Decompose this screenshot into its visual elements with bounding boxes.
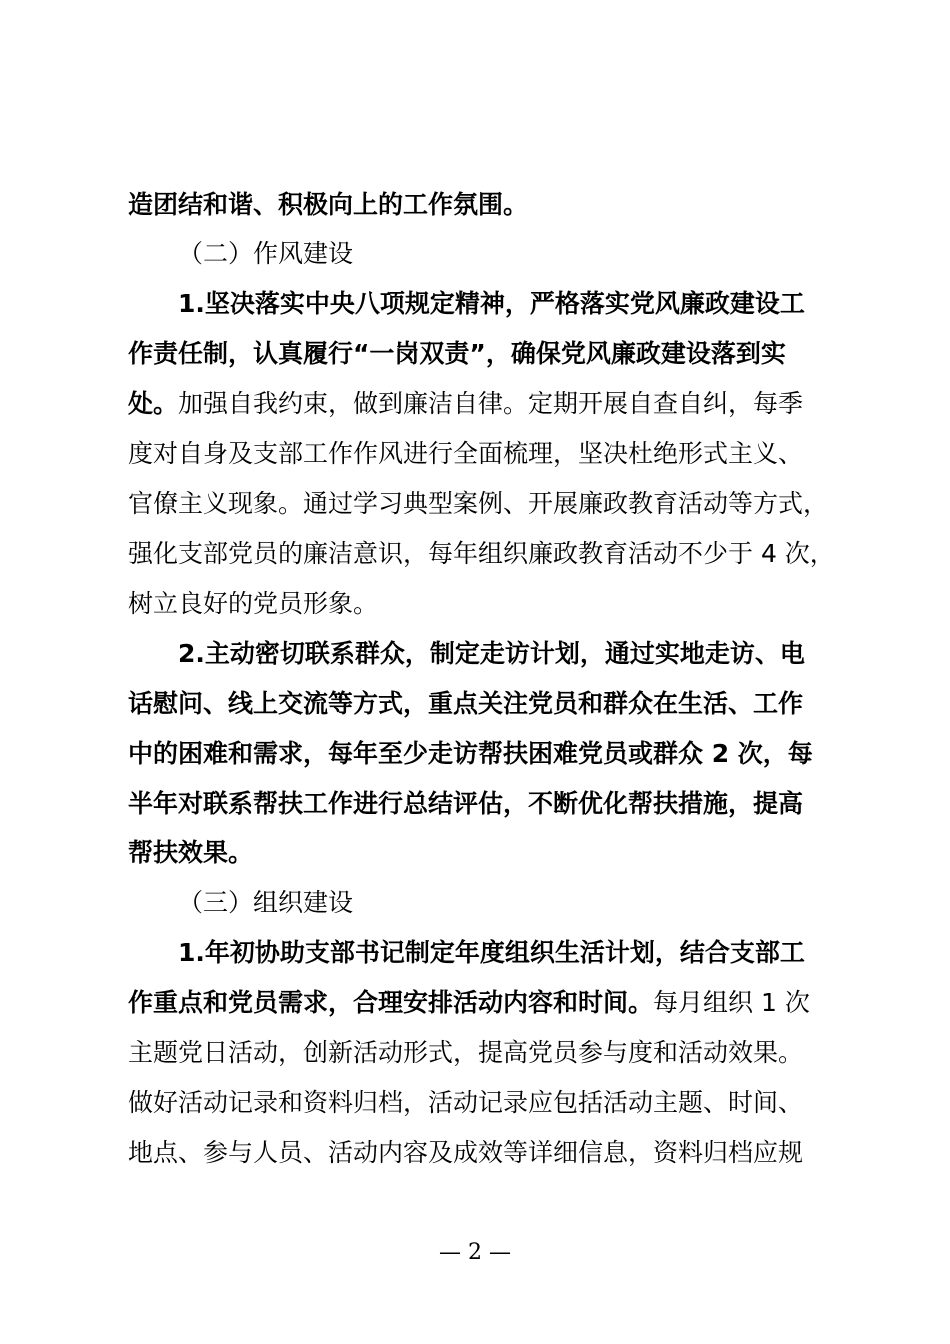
text-line bbox=[128, 438, 803, 470]
text-segment: 作重点和党员需求，合理安排活动内容和时间。 bbox=[128, 988, 654, 1017]
text-segment: 处。 bbox=[128, 389, 179, 418]
text-segment: 帮扶效果。 bbox=[128, 838, 254, 867]
text-line bbox=[128, 1137, 803, 1169]
text-line bbox=[128, 788, 803, 820]
text-line bbox=[128, 488, 828, 520]
section-heading bbox=[178, 238, 353, 270]
text-segment: 造团结和谐、积极向上的工作氛围。 bbox=[128, 190, 529, 219]
text-segment: 做好活动记录和资料归档，活动记录应包括活动主题、时间、 bbox=[128, 1088, 804, 1117]
text-segment: 地点、参与人员、活动内容及成效等详细信息，资料归档应规 bbox=[128, 1138, 804, 1167]
text-segment: 话慰问、线上交流等方式，重点关注党员和群众在生活、工作 bbox=[128, 689, 804, 718]
text-line bbox=[178, 288, 805, 320]
text-line bbox=[128, 688, 803, 720]
text-segment: 度对自身及支部工作作风进行全面梳理，坚决杜绝形式主义、 bbox=[128, 439, 804, 468]
text-line bbox=[128, 338, 786, 370]
text-line bbox=[128, 738, 813, 770]
text-segment: 加强自我约束，做到廉洁自律。定期开展自查自纠，每季 bbox=[178, 389, 804, 418]
text-segment: 每月组织 1 次 bbox=[653, 988, 810, 1017]
text-line bbox=[128, 538, 835, 570]
text-segment: 2.主动密切联系群众，制定走访计划，通过实地走访、电 bbox=[178, 639, 805, 668]
text-line bbox=[128, 588, 378, 620]
text-line bbox=[128, 1037, 803, 1069]
text-line bbox=[128, 987, 810, 1019]
page-number: — 2 — bbox=[439, 1240, 511, 1265]
text-line bbox=[178, 638, 805, 670]
text-segment: （三）组织建设 bbox=[178, 888, 354, 917]
text-line bbox=[128, 837, 253, 869]
text-line bbox=[128, 189, 528, 221]
text-line bbox=[128, 388, 803, 420]
text-segment: 树立良好的党员形象。 bbox=[128, 589, 379, 618]
text-segment: 强化支部党员的廉洁意识，每年组织廉政教育活动不少于 4 次， bbox=[128, 539, 835, 568]
text-segment: 1.坚决落实中央八项规定精神，严格落实党风廉政建设工 bbox=[178, 289, 805, 318]
text-segment: 中的困难和需求，每年至少走访帮扶困难党员或群众 2 次，每 bbox=[128, 739, 813, 768]
text-segment: 半年对联系帮扶工作进行总结评估，不断优化帮扶措施，提高 bbox=[128, 789, 804, 818]
text-line bbox=[178, 937, 805, 969]
section-heading bbox=[178, 887, 353, 919]
text-segment: 主题党日活动，创新活动形式，提高党员参与度和活动效果。 bbox=[128, 1038, 804, 1067]
text-segment: （二）作风建设 bbox=[178, 239, 354, 268]
text-segment: 1.年初协助支部书记制定年度组织生活计划，结合支部工 bbox=[178, 938, 805, 967]
text-segment: 官僚主义现象。通过学习典型案例、开展廉政教育活动等方式， bbox=[128, 489, 829, 518]
text-segment: 作责任制，认真履行“一岗双责”，确保党风廉政建设落到实 bbox=[128, 339, 786, 368]
text-line bbox=[128, 1087, 803, 1119]
